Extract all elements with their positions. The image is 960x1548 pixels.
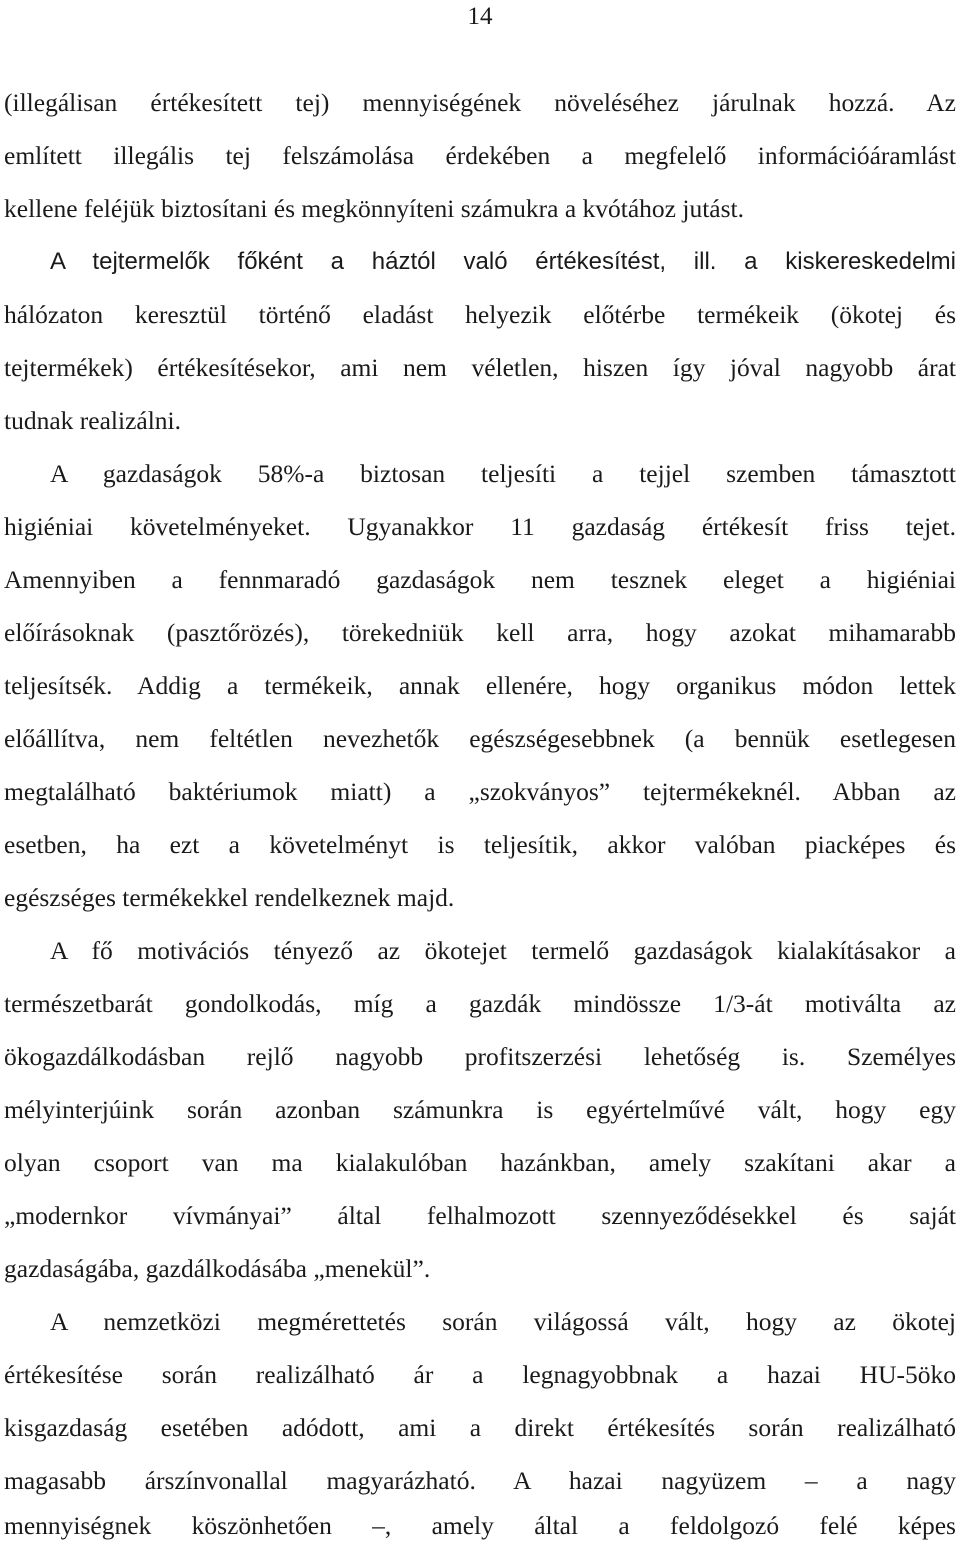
text-line: tudnak realizálni. — [4, 406, 182, 435]
text-line: mélyinterjúink során azonban számunkra is egyértelművé vált, hogy egy — [4, 1095, 956, 1124]
text-line: „modernkor vívmányai” által felhalmozott szennyeződésekkel és saját — [4, 1201, 956, 1230]
text-line: gazdaságába, gazdálkodásába „menekül”. — [4, 1254, 431, 1283]
text-line: A fő motivációs tényező az ökotejet termelő gazdaságok kialakításakor a — [50, 936, 956, 965]
text-line: (illegálisan értékesített tej) mennyiségének növeléséhez járulnak hozzá. Az — [4, 88, 956, 117]
text-line: A nemzetközi megmérettetés során világossá vált, hogy az ökotej — [50, 1307, 956, 1336]
text-line: ökogazdálkodásban rejlő nagyobb profitszerzési lehetőség is. Személyes — [4, 1042, 956, 1071]
text-line: A gazdaságok 58%-a biztosan teljesíti a tejjel szemben támasztott — [50, 459, 956, 488]
text-line: természetbarát gondolkodás, míg a gazdák mindössze 1/3-át motiválta az — [4, 989, 956, 1018]
text-line: Amennyiben a fennmaradó gazdaságok nem tesznek eleget a higiéniai — [4, 565, 956, 594]
text-line: esetben, ha ezt a követelményt is teljesítik, akkor valóban piacképes és — [4, 830, 956, 859]
text-line: higiéniai követelményeket. Ugyanakkor 11 gazdaság értékesít friss tejet. — [4, 512, 956, 541]
text-line: olyan csoport van ma kialakulóban hazánkban, amely szakítani akar a — [4, 1148, 956, 1177]
text-line: kisgazdaság esetében adódott, ami a direkt értékesítés során realizálható — [4, 1413, 956, 1442]
text-line: előírásoknak (pasztőrözés), törekedniük kell arra, hogy azokat mihamarabb — [4, 618, 956, 647]
text-line: A tejtermelők főként a háztól való értékesítést, ill. a kiskereskedelmi — [50, 248, 956, 275]
page-number: 14 — [467, 3, 493, 30]
text-line: hálózaton keresztül történő eladást helyezik előtérbe termékeik (ökotej és — [4, 300, 956, 329]
text-line: megtalálható baktériumok miatt) a „szokványos” tejtermékeknél. Abban az — [4, 777, 956, 806]
text-line: teljesítsék. Addig a termékeik, annak ellenére, hogy organikus módon lettek — [4, 671, 956, 700]
text-line: mennyiségnek köszönhetően –, amely által a feldolgozó felé képes — [4, 1511, 956, 1540]
text-line: egészséges termékekkel rendelkeznek majd. — [4, 883, 455, 912]
text-line: értékesítése során realizálható ár a legnagyobbnak a hazai HU-5öko — [4, 1360, 956, 1389]
text-line: előállítva, nem feltétlen nevezhetők egészségesebbnek (a bennük esetlegesen — [4, 724, 956, 753]
text-line: említett illegális tej felszámolása érdekében a megfelelő információáramlást — [4, 141, 956, 170]
text-line: magasabb árszínvonallal magyarázható. A hazai nagyüzem – a nagy — [4, 1466, 956, 1495]
text-line: tejtermékek) értékesítésekor, ami nem véletlen, hiszen így jóval nagyobb árat — [4, 353, 956, 382]
text-line: kellene feléjük biztosítani és megkönnyíteni számukra a kvótához jutást. — [4, 194, 744, 223]
